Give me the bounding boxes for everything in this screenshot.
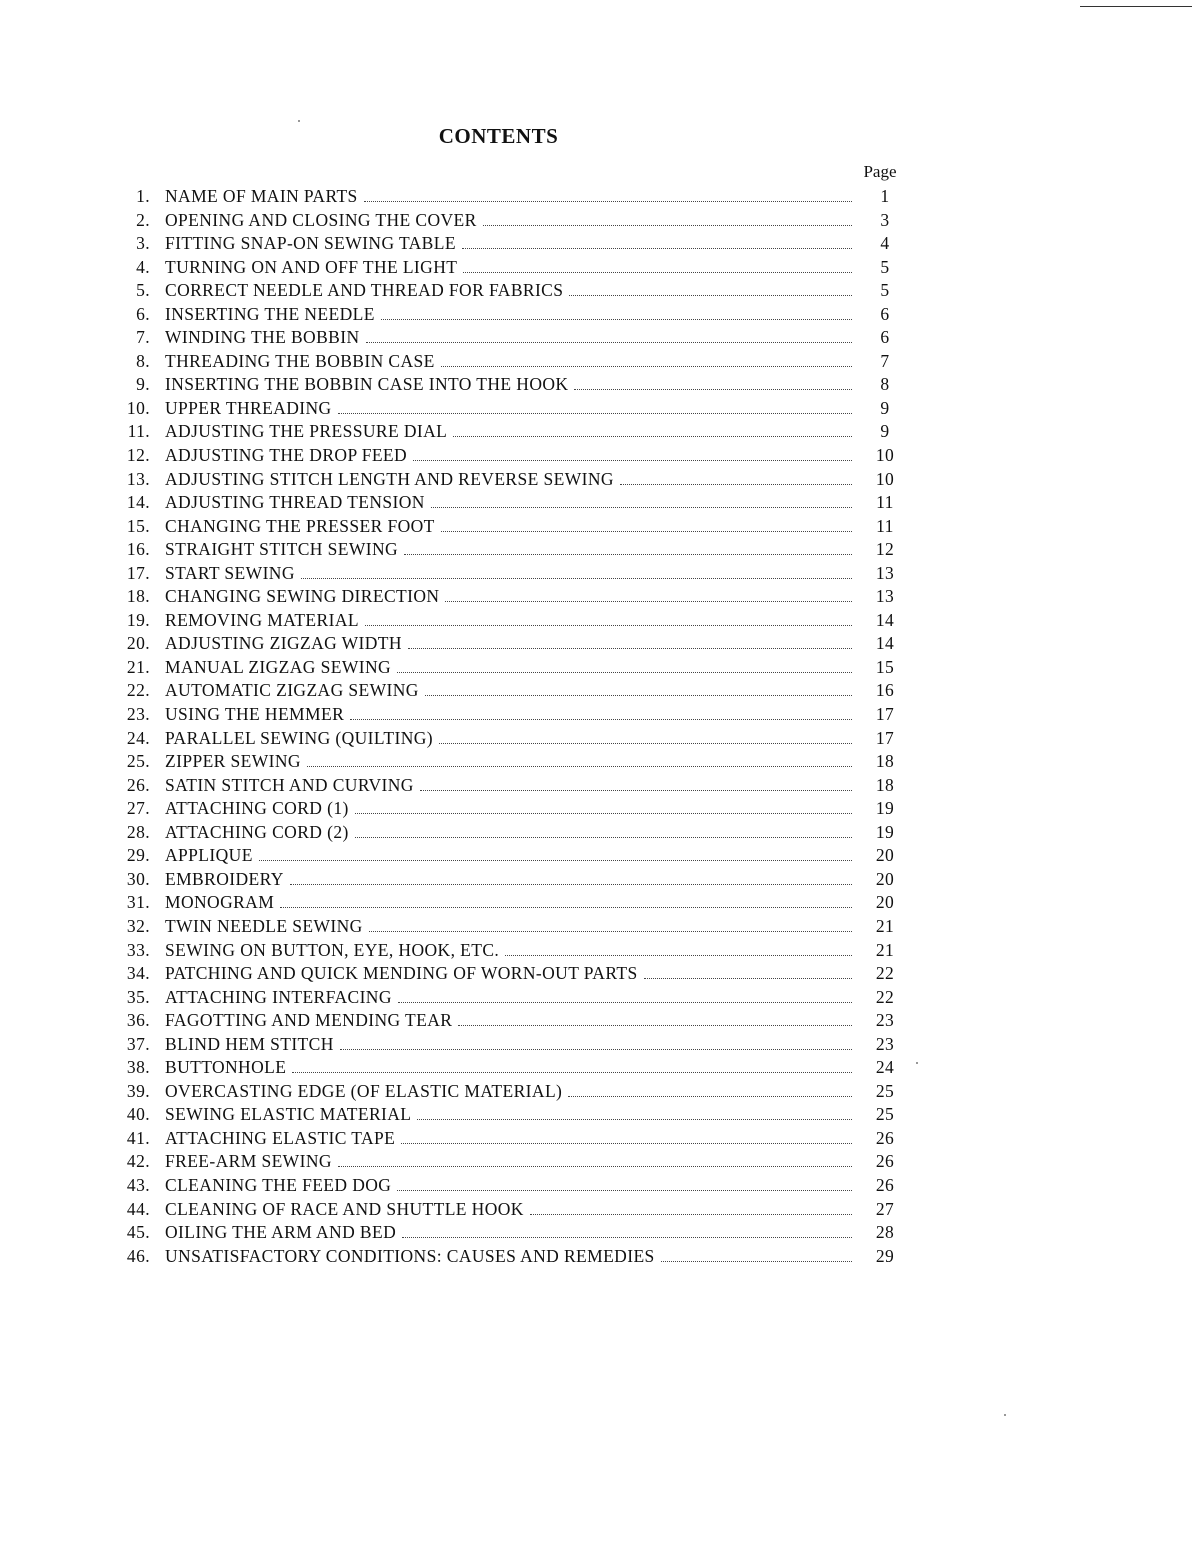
toc-entry-page: 14 xyxy=(875,633,895,654)
toc-entry-title: SEWING ELASTIC MATERIAL xyxy=(165,1104,412,1125)
toc-entry-title: ADJUSTING THE PRESSURE DIAL xyxy=(165,421,448,442)
toc-entry[interactable] xyxy=(110,1222,910,1246)
toc-entry-page: 28 xyxy=(875,1222,895,1243)
toc-entry-number: 4. xyxy=(136,256,150,277)
toc-entry-title: ADJUSTING ZIGZAG WIDTH xyxy=(165,633,402,654)
toc-entry[interactable] xyxy=(110,704,910,728)
toc-entry[interactable] xyxy=(110,421,910,445)
toc-entry-number: 31. xyxy=(126,892,150,913)
toc-entry[interactable] xyxy=(110,1151,910,1175)
toc-entry[interactable] xyxy=(110,1175,910,1199)
dot-leader xyxy=(338,1165,852,1167)
toc-entry-number: 23. xyxy=(126,704,150,725)
toc-entry-number: 26. xyxy=(126,774,150,795)
scan-speck xyxy=(298,120,300,122)
dot-leader xyxy=(366,341,853,343)
toc-entry-title: FITTING SNAP-ON SEWING TABLE xyxy=(165,233,456,254)
toc-entry-number: 2. xyxy=(136,209,150,230)
toc-entry-number: 12. xyxy=(126,445,150,466)
toc-entry-title: UPPER THREADING xyxy=(165,397,332,418)
dot-leader xyxy=(568,1095,852,1097)
dot-leader xyxy=(445,600,852,602)
dot-leader xyxy=(350,718,852,720)
toc-entry[interactable] xyxy=(110,351,910,375)
dot-leader xyxy=(307,765,852,767)
toc-entry[interactable] xyxy=(110,1034,910,1058)
toc-entry-title: CORRECT NEEDLE AND THREAD FOR FABRICS xyxy=(165,280,564,301)
toc-entry-number: 13. xyxy=(126,468,150,489)
toc-entry-title: PATCHING AND QUICK MENDING OF WORN-OUT PARTS xyxy=(165,963,638,984)
toc-entry-page: 1 xyxy=(880,186,890,206)
toc-entry-title: FREE-ARM SEWING xyxy=(165,1151,332,1172)
dot-leader xyxy=(397,1189,852,1191)
page-title: CONTENTS xyxy=(438,124,559,148)
toc-entry[interactable] xyxy=(110,1104,910,1128)
dot-leader xyxy=(301,577,852,579)
toc-entry[interactable] xyxy=(110,1128,910,1152)
toc-entry-title: ADJUSTING STITCH LENGTH AND REVERSE SEWING xyxy=(165,468,614,489)
toc-entry-title: OVERCASTING EDGE (OF ELASTIC MATERIAL) xyxy=(165,1080,563,1101)
toc-entry[interactable] xyxy=(110,775,910,799)
toc-entry-number: 14. xyxy=(126,492,150,513)
toc-entry-number: 3. xyxy=(136,233,150,254)
dot-leader xyxy=(340,1048,852,1050)
toc-entry-number: 44. xyxy=(126,1198,150,1219)
dot-leader xyxy=(620,483,852,485)
toc-entry[interactable] xyxy=(110,1199,910,1223)
dot-leader xyxy=(280,906,852,908)
toc-entry[interactable] xyxy=(110,657,910,681)
toc-entry[interactable] xyxy=(110,469,910,493)
toc-entry-page: 27 xyxy=(875,1198,895,1219)
toc-entry-title: CHANGING THE PRESSER FOOT xyxy=(165,515,435,536)
toc-entry-number: 17. xyxy=(126,562,150,583)
dot-leader xyxy=(441,365,852,367)
dot-leader xyxy=(431,506,852,508)
dot-leader xyxy=(530,1213,852,1215)
toc-entry-page: 22 xyxy=(875,963,895,984)
dot-leader xyxy=(417,1118,852,1120)
toc-entry-page: 11 xyxy=(876,515,894,536)
toc-entry-number: 21. xyxy=(126,656,150,677)
toc-entry-number: 7. xyxy=(136,327,150,348)
toc-entry[interactable] xyxy=(110,680,910,704)
toc-entry[interactable] xyxy=(110,1010,910,1034)
dot-leader xyxy=(661,1260,852,1262)
toc-entry-title: FAGOTTING AND MENDING TEAR xyxy=(165,1010,453,1031)
toc-entry-title: WINDING THE BOBBIN xyxy=(165,327,360,348)
toc-entry[interactable] xyxy=(110,1057,910,1081)
dot-leader xyxy=(364,200,852,202)
toc-entry-page: 7 xyxy=(880,350,890,371)
toc-entry-page: 24 xyxy=(875,1057,895,1078)
dot-leader xyxy=(402,1236,852,1238)
toc-entry-number: 18. xyxy=(126,586,150,607)
toc-entry-page: 8 xyxy=(880,374,890,395)
toc-entry-page: 22 xyxy=(875,986,895,1007)
toc-entry-page: 6 xyxy=(880,303,890,324)
toc-entry-number: 10. xyxy=(126,397,150,418)
dot-leader xyxy=(505,954,852,956)
toc-entry-page: 4 xyxy=(880,233,890,254)
toc-entry-page: 10 xyxy=(875,445,895,466)
toc-entry-page: 23 xyxy=(875,1010,895,1031)
toc-entry-page: 13 xyxy=(875,586,895,607)
dot-leader xyxy=(413,459,852,461)
toc-entry[interactable] xyxy=(110,916,910,940)
toc-entry-number: 39. xyxy=(126,1080,150,1101)
toc-entry-number: 38. xyxy=(126,1057,150,1078)
toc-entry-page: 25 xyxy=(875,1080,895,1101)
dot-leader xyxy=(644,977,852,979)
toc-entry-page: 13 xyxy=(875,562,895,583)
toc-entry-page: 15 xyxy=(875,656,895,677)
toc-entry-number: 8. xyxy=(136,350,150,371)
toc-entry-number: 37. xyxy=(126,1033,150,1054)
toc-entry[interactable] xyxy=(110,563,910,587)
toc-entry-number: 40. xyxy=(126,1104,150,1125)
toc-entry[interactable] xyxy=(110,327,910,351)
toc-entry-title: AUTOMATIC ZIGZAG SEWING xyxy=(165,680,419,701)
toc-entry[interactable] xyxy=(110,280,910,304)
toc-entry-number: 30. xyxy=(126,868,150,889)
toc-entry-page: 19 xyxy=(875,798,895,819)
toc-entry-number: 27. xyxy=(126,798,150,819)
dot-leader xyxy=(401,1142,852,1144)
toc-entry-page: 6 xyxy=(880,327,890,348)
toc-entry-page: 20 xyxy=(875,892,895,913)
toc-entry-number: 9. xyxy=(136,374,150,395)
toc-entry-title: INSERTING THE BOBBIN CASE INTO THE HOOK xyxy=(165,374,569,395)
toc-entry-page: 25 xyxy=(875,1104,895,1125)
toc-entry-number: 22. xyxy=(126,680,150,701)
toc-entry[interactable] xyxy=(110,586,910,610)
toc-entry-page: 19 xyxy=(875,821,895,842)
toc-entry-title: STRAIGHT STITCH SEWING xyxy=(165,539,399,560)
toc-entry-title: SATIN STITCH AND CURVING xyxy=(165,774,414,795)
toc-entry-title: TURNING ON AND OFF THE LIGHT xyxy=(165,256,458,277)
toc-entry-title: ATTACHING INTERFACING xyxy=(165,986,392,1007)
toc-entry-title: BLIND HEM STITCH xyxy=(165,1033,334,1054)
toc-entry-number: 15. xyxy=(126,515,150,536)
dot-leader xyxy=(355,812,852,814)
dot-leader xyxy=(259,859,852,861)
toc-entry-title: TWIN NEEDLE SEWING xyxy=(165,915,363,936)
toc-entry-number: 41. xyxy=(126,1127,150,1148)
dot-leader xyxy=(408,647,852,649)
toc-entry-number: 45. xyxy=(126,1222,150,1243)
toc-entry-page: 10 xyxy=(875,468,895,489)
toc-entry[interactable] xyxy=(110,539,910,563)
toc-entry-number: 1. xyxy=(136,186,150,206)
dot-leader xyxy=(463,271,852,273)
toc-entry-title: ADJUSTING THE DROP FEED xyxy=(165,445,408,466)
dot-leader xyxy=(574,388,852,390)
scan-corner-rule xyxy=(1080,6,1192,7)
toc-entry-page: 5 xyxy=(880,256,890,277)
toc-entry-number: 16. xyxy=(126,539,150,560)
dot-leader xyxy=(355,836,852,838)
toc-entry-number: 46. xyxy=(126,1245,150,1266)
toc-entry[interactable] xyxy=(110,798,910,822)
toc-entry-title: ADJUSTING THREAD TENSION xyxy=(165,492,425,513)
toc-entry-number: 32. xyxy=(126,915,150,936)
toc-entry-number: 36. xyxy=(126,1010,150,1031)
toc-entry-title: START SEWING xyxy=(165,562,295,583)
toc-entry[interactable] xyxy=(110,987,910,1011)
toc-entry-page: 3 xyxy=(880,209,890,230)
toc-entry-page: 18 xyxy=(875,774,895,795)
toc-entry-number: 34. xyxy=(126,963,150,984)
toc-entry-page: 5 xyxy=(880,280,890,301)
toc-entry[interactable] xyxy=(110,1081,910,1105)
scan-speck xyxy=(916,1062,918,1064)
toc-entry-title: NAME OF MAIN PARTS xyxy=(165,186,358,206)
dot-leader xyxy=(425,694,852,696)
dot-leader xyxy=(569,294,852,296)
toc-entry-title: INSERTING THE NEEDLE xyxy=(165,303,375,324)
toc-entry-page: 21 xyxy=(875,939,895,960)
toc-entry[interactable] xyxy=(110,633,910,657)
dot-leader xyxy=(462,247,852,249)
dot-leader xyxy=(292,1071,852,1073)
dot-leader xyxy=(369,930,852,932)
dot-leader xyxy=(420,789,852,791)
toc-entry-page: 11 xyxy=(876,492,894,513)
dot-leader xyxy=(458,1024,852,1026)
toc-entry-title: UNSATISFACTORY CONDITIONS: CAUSES AND REMEDIES xyxy=(165,1245,655,1266)
toc-entry-number: 5. xyxy=(136,280,150,301)
toc-entry-title: OPENING AND CLOSING THE COVER xyxy=(165,209,477,230)
toc-entry-title: CLEANING THE FEED DOG xyxy=(165,1174,392,1195)
toc-entry-title: APPLIQUE xyxy=(165,845,253,866)
toc-entry-title: SEWING ON BUTTON, EYE, HOOK, ETC. xyxy=(165,939,500,960)
toc-entry[interactable] xyxy=(110,304,910,328)
page-column-header: Page xyxy=(863,162,897,181)
dot-leader xyxy=(453,435,852,437)
toc-entry[interactable] xyxy=(110,869,910,893)
toc-entry-page: 18 xyxy=(875,751,895,772)
toc-entry[interactable] xyxy=(110,751,910,775)
toc-entry-number: 43. xyxy=(126,1174,150,1195)
toc-entry-page: 20 xyxy=(875,868,895,889)
toc-entry-title: THREADING THE BOBBIN CASE xyxy=(165,350,435,371)
toc-entry[interactable] xyxy=(110,233,910,257)
toc-entry[interactable] xyxy=(110,257,910,281)
toc-entry-title: ATTACHING CORD (2) xyxy=(165,821,349,842)
toc-entry-number: 42. xyxy=(126,1151,150,1172)
dot-leader xyxy=(439,742,852,744)
toc-entry-page: 29 xyxy=(875,1245,895,1266)
toc-entry-title: USING THE HEMMER xyxy=(165,704,345,725)
toc-entry-page: 9 xyxy=(880,397,890,418)
toc-entry-page: 21 xyxy=(875,915,895,936)
dot-leader xyxy=(398,1001,852,1003)
toc-entry-number: 19. xyxy=(126,609,150,630)
toc-entry-number: 24. xyxy=(126,727,150,748)
toc-entry-number: 33. xyxy=(126,939,150,960)
dot-leader xyxy=(290,883,852,885)
table-of-contents xyxy=(110,186,910,1269)
toc-entry-title: MANUAL ZIGZAG SEWING xyxy=(165,656,392,677)
toc-entry-title: OILING THE ARM AND BED xyxy=(165,1222,397,1243)
dot-leader xyxy=(338,412,852,414)
toc-entry[interactable] xyxy=(110,940,910,964)
toc-entry-page: 26 xyxy=(875,1151,895,1172)
toc-entry-number: 35. xyxy=(126,986,150,1007)
toc-entry-title: ZIPPER SEWING xyxy=(165,751,301,772)
toc-entry-page: 9 xyxy=(880,421,890,442)
toc-entry-page: 26 xyxy=(875,1127,895,1148)
toc-entry-number: 20. xyxy=(126,633,150,654)
dot-leader xyxy=(397,671,852,673)
toc-entry-page: 26 xyxy=(875,1174,895,1195)
toc-entry[interactable] xyxy=(110,492,910,516)
toc-entry-title: REMOVING MATERIAL xyxy=(165,609,359,630)
toc-entry[interactable] xyxy=(110,398,910,422)
toc-entry-title: ATTACHING CORD (1) xyxy=(165,798,349,819)
toc-entry[interactable] xyxy=(110,610,910,634)
dot-leader xyxy=(365,624,852,626)
toc-entry[interactable] xyxy=(110,963,910,987)
toc-entry[interactable] xyxy=(110,445,910,469)
toc-entry[interactable] xyxy=(110,1246,910,1270)
toc-entry-title: EMBROIDERY xyxy=(165,868,284,889)
toc-entry-number: 25. xyxy=(126,751,150,772)
toc-entry-title: CLEANING OF RACE AND SHUTTLE HOOK xyxy=(165,1198,524,1219)
toc-entry[interactable] xyxy=(110,822,910,846)
toc-entry[interactable] xyxy=(110,374,910,398)
toc-entry[interactable] xyxy=(110,845,910,869)
toc-entry-page: 16 xyxy=(875,680,895,701)
toc-entry-title: MONOGRAM xyxy=(165,892,275,913)
scan-speck xyxy=(1004,1414,1006,1416)
toc-entry[interactable] xyxy=(110,210,910,234)
toc-entry[interactable] xyxy=(110,516,910,540)
dot-leader xyxy=(483,224,852,226)
toc-entry-number: 11. xyxy=(127,421,150,442)
toc-entry-page: 17 xyxy=(875,704,895,725)
toc-entry-number: 29. xyxy=(126,845,150,866)
toc-entry-title: BUTTONHOLE xyxy=(165,1057,287,1078)
toc-entry-page: 14 xyxy=(875,609,895,630)
toc-entry-page: 23 xyxy=(875,1033,895,1054)
toc-entry-page: 17 xyxy=(875,727,895,748)
toc-entry-page: 20 xyxy=(875,845,895,866)
dot-leader xyxy=(381,318,852,320)
toc-entry[interactable] xyxy=(110,728,910,752)
toc-entry[interactable] xyxy=(110,186,910,210)
toc-entry-title: CHANGING SEWING DIRECTION xyxy=(165,586,440,607)
toc-entry-title: ATTACHING ELASTIC TAPE xyxy=(165,1127,396,1148)
dot-leader xyxy=(404,553,852,555)
toc-entry-number: 6. xyxy=(136,303,150,324)
toc-entry-number: 28. xyxy=(126,821,150,842)
toc-entry-title: PARALLEL SEWING (QUILTING) xyxy=(165,727,434,748)
dot-leader xyxy=(441,530,852,532)
toc-entry-page: 12 xyxy=(875,539,895,560)
toc-entry[interactable] xyxy=(110,892,910,916)
